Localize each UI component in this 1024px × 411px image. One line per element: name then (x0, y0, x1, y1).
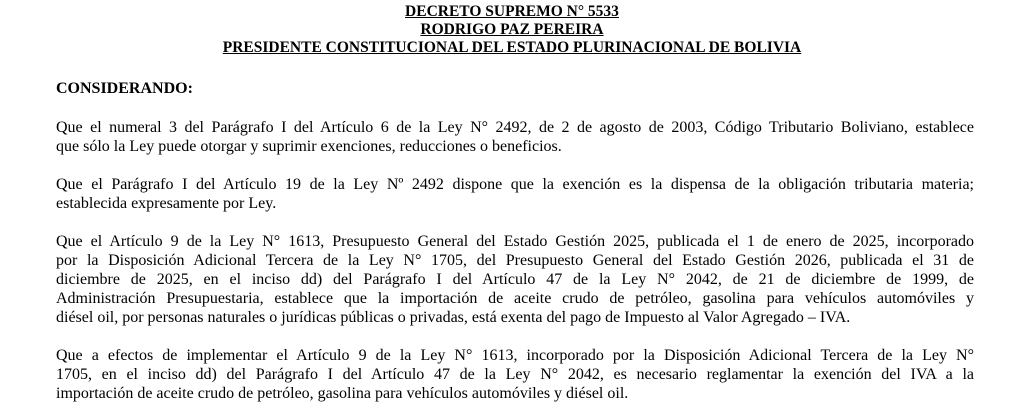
paragraph-line: importación de aceite crudo de petróleo, gasolina para vehículos automóviles y diésel oil. (56, 385, 629, 402)
paragraph-line: que sólo la Ley puede otorgar y suprimir exenciones, reducciones o beneficios. (56, 138, 562, 155)
paragraph-1 (56, 118, 974, 156)
president-title: PRESIDENTE CONSTITUCIONAL DEL ESTADO PLURINACIONAL DE BOLIVIA (222, 39, 802, 56)
paragraph-3 (56, 232, 974, 327)
paragraph-line: diciembre de 2025, en el inciso dd) del Parágrafo I del Artículo 47 de la Ley N° 2042, de 21 de diciembre de 1999, de (56, 271, 974, 288)
decree-header (0, 3, 1024, 57)
president-name: RODRIGO PAZ PEREIRA (420, 21, 604, 38)
paragraph-line: diésel oil, por personas naturales o jurídicas públicas o privadas, está exenta del pago de Impuesto al Valor Agregado – IVA. (56, 309, 851, 326)
decree-number: DECRETO SUPREMO N° 5533 (405, 3, 619, 20)
paragraph-4 (56, 346, 974, 403)
paragraph-line: establecida expresamente por Ley. (56, 195, 277, 212)
paragraph-line: Que el Parágrafo I del Artículo 19 de la Ley Nº 2492 dispone que la exención es la dispensa de la obligación tributaria materia; (56, 176, 974, 193)
paragraph-line: Que a efectos de implementar el Artículo 9 de la Ley N° 1613, incorporado por la Disposición Adicional Tercera de la Ley N° (56, 347, 974, 364)
paragraph-2 (56, 175, 974, 213)
paragraph-line: Que el numeral 3 del Parágrafo I del Artículo 6 de la Ley N° 2492, de 2 de agosto de 2003, Código Tributario Boliviano, establece (56, 119, 974, 136)
paragraph-line: Que el Artículo 9 de la Ley N° 1613, Presupuesto General del Estado Gestión 2025, publicada el 1 de enero de 2025, incorporado (56, 233, 974, 250)
paragraph-line: 1705, en el inciso dd) del Parágrafo I del Artículo 47 de la Ley N° 2042, es necesario reglamentar la exención del IVA a la (56, 366, 974, 383)
paragraph-line: por la Disposición Adicional Tercera de la Ley N° 1705, del Presupuesto General del Estado Gestión 2026, publicada el 31 de (56, 252, 974, 269)
considerando-heading: CONSIDERANDO: (56, 80, 193, 97)
paragraph-line: Administración Presupuestaria, establece que la importación de aceite crudo de petróleo, gasolina para vehículos automóviles y (56, 290, 974, 307)
